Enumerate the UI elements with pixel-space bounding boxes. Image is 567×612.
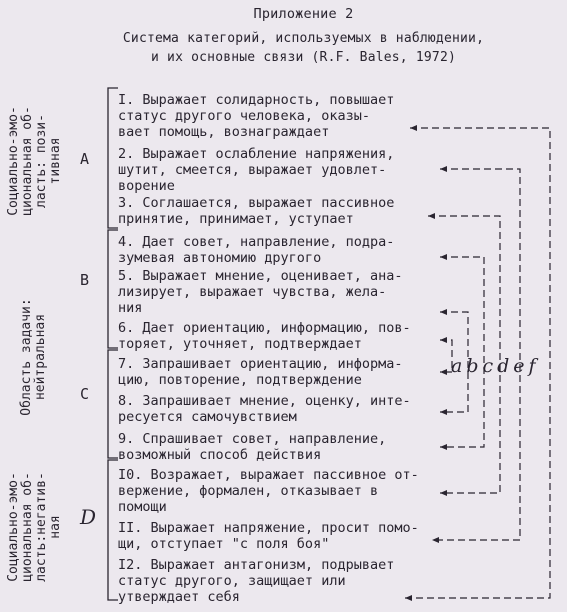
link-c	[440, 257, 484, 447]
category-number: 2.	[118, 146, 135, 162]
category-number: II.	[118, 520, 143, 536]
category-number: 6.	[118, 320, 135, 336]
group-label-b: B	[80, 271, 90, 289]
category-text: Запрашивает ориентацию, информа- цию, повторение, подтверждение	[118, 356, 403, 388]
bracket-group-b	[108, 230, 118, 348]
group-label-d: D	[80, 505, 97, 529]
category-number: I2.	[118, 557, 143, 573]
category-number: 7.	[118, 356, 135, 372]
category-text: Выражает антагонизм, подрывает статус другого, защищает или утверждает себя	[118, 557, 395, 605]
category-text: Выражает ослабление напряжения, шутит, смеется, выражает удовлет- ворение	[118, 146, 395, 194]
category-text: Спрашивает совет, направление, возможный способ действия	[118, 431, 387, 463]
group-label-a: A	[80, 150, 90, 168]
category-text: Возражает, выражает пассивное от- вержение, формален, отказывает в помощи	[118, 467, 419, 515]
category-number: 3.	[118, 195, 135, 211]
category-text: Запрашивает мнение, оценку, инте- ресуется самочувствием	[118, 393, 411, 425]
bracket-group-c	[108, 350, 118, 458]
category-number: 9.	[118, 431, 135, 447]
table-title-line-1: Система категорий, используемых в наблюдении,	[122, 31, 485, 46]
link-letters: abcdef	[451, 355, 540, 377]
area-label-positive-text: Социально-эмо- циональная об- ласть: пози- тивная	[6, 106, 63, 216]
table-title-line-2: и их основные связи (R.F. Bales, 1972)	[150, 50, 456, 65]
area-label-negative-text: Социально-эмо- циональная об- ласть:негатив- ная	[6, 472, 63, 582]
appendix-label: Приложение 2	[253, 6, 354, 22]
category-number: 4.	[118, 234, 135, 250]
category-text: Дает ориентацию, информацию, пов- торяет, уточняет, подтверждает	[118, 320, 411, 352]
category-text: Дает совет, направление, подра- зумевая автономию другого	[118, 234, 395, 266]
category-text: Выражает мнение, оценивает, ана- лизирует, выражает чувства, жела- ния	[118, 268, 403, 316]
category-number: I.	[118, 92, 135, 108]
bracket-group-a	[108, 88, 118, 228]
group-label-c: C	[80, 385, 90, 403]
bracket-group-d	[108, 460, 118, 600]
category-text: Выражает напряжение, просит помо- щи, отступает "с поля боя"	[118, 520, 419, 552]
category-number: 5.	[118, 268, 135, 284]
area-label-task-text: Область задачи: нейтральная	[19, 298, 48, 416]
category-number: I0.	[118, 467, 143, 483]
category-number: 8.	[118, 393, 135, 409]
category-text: Соглашается, выражает пассивное принятие, принимает, уступает	[118, 195, 395, 227]
category-text: Выражает солидарность, повышает статус другого человека, оказы- вает помощь, вознаграждает	[118, 92, 395, 140]
